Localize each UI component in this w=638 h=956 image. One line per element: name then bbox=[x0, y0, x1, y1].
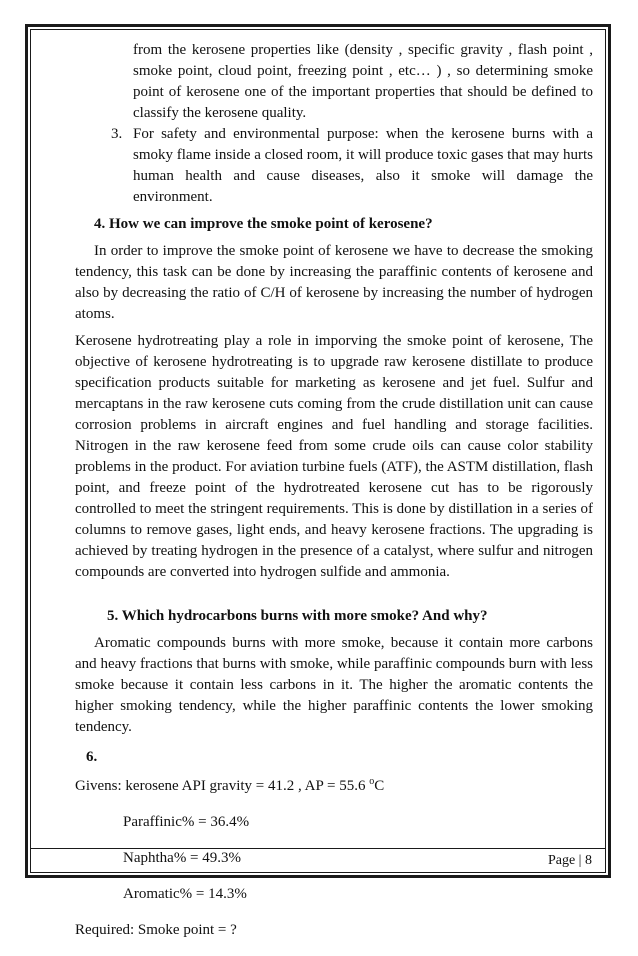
page-number: Page | 8 bbox=[547, 853, 592, 868]
degree-unit: C bbox=[374, 778, 385, 794]
page-content bbox=[75, 40, 593, 956]
givens-text: Givens: kerosene API gravity = 41.2 , AP = 55.6 bbox=[75, 778, 370, 794]
list-item-3 bbox=[75, 124, 593, 208]
footer-divider bbox=[30, 848, 606, 849]
question-5-heading: 5. Which hydrocarbons burns with more smoke? And why? bbox=[107, 608, 488, 624]
list-item-3-number: 3. bbox=[111, 126, 123, 142]
list-item-2-continuation: from the kerosene properties like (density , specific gravity , flash point , smoke point, cloud point, freezing point , etc… ) , so determining smoke point of kerosene one of the important properties that should be defined to classify the kerosene quality. bbox=[133, 42, 593, 121]
naphtha-value: Naphtha% = 49.3% bbox=[123, 850, 242, 866]
question-4-paragraph-2: Kerosene hydrotreating play a role in imporving the smoke point of kerosene, The objective of kerosene hydrotreating is to upgrade raw kerosene distillate to produce specification products suitable for marketing as kerosene and jet fuel. Sulfur and mercaptans in the raw kerosene cuts coming from the crude distillation unit can cause corrosion problems in aircraft engines and fuel handling and storage facilities. Nitrogen in the raw kerosene feed from some crude oils can cause color stability problems in the product. For aviation turbine fuels (ATF), the ASTM distillation, flash point, and freeze point of the hydrotreated kerosene cut has to be rigorously controlled to meet the stringent requirements. This is done by distillation in a series of columns to remove gases, light ends, and heavy kerosene fractions. The upgrading is achieved by treating hydrogen in the presence of a catalyst, where sulfur and nitrogen compounds are converted into hydrogen sulfide and ammonia. bbox=[75, 333, 593, 580]
question-4-heading: 4. How we can improve the smoke point of kerosene? bbox=[94, 216, 433, 232]
required-line: Required: Smoke point = ? bbox=[75, 922, 237, 938]
givens-line bbox=[75, 776, 593, 797]
question-6-heading: 6. bbox=[86, 749, 98, 765]
question-5-paragraph: Aromatic compounds burns with more smoke, because it contain more carbons and heavy fractions that burns with smoke, while paraffinic compounds burn with less smoke because it contain less carbons in it. The higher the aromatic contents the higher smoking tendency, while the higher paraffinic contents the lower smoking tendency. bbox=[75, 635, 593, 735]
degree-superscript: o bbox=[369, 776, 375, 787]
question-4-paragraph-1: In order to improve the smoke point of kerosene we have to decrease the smoking tendency, this task can be done by increasing the paraffinic contents of kerosene and also by decreasing the ratio of C/H of kerosene by increasing the number of hydrogen atoms. bbox=[75, 243, 593, 322]
list-item-3-text: For safety and environmental purpose: when the kerosene burns with a smoky flame inside a closed room, it will produce toxic gases that may hurts human health and cause diseases, also it smoke will damage the environment. bbox=[133, 126, 593, 205]
paraffinic-value: Paraffinic% = 36.4% bbox=[123, 814, 250, 830]
aromatic-value: Aromatic% = 14.3% bbox=[123, 886, 247, 902]
